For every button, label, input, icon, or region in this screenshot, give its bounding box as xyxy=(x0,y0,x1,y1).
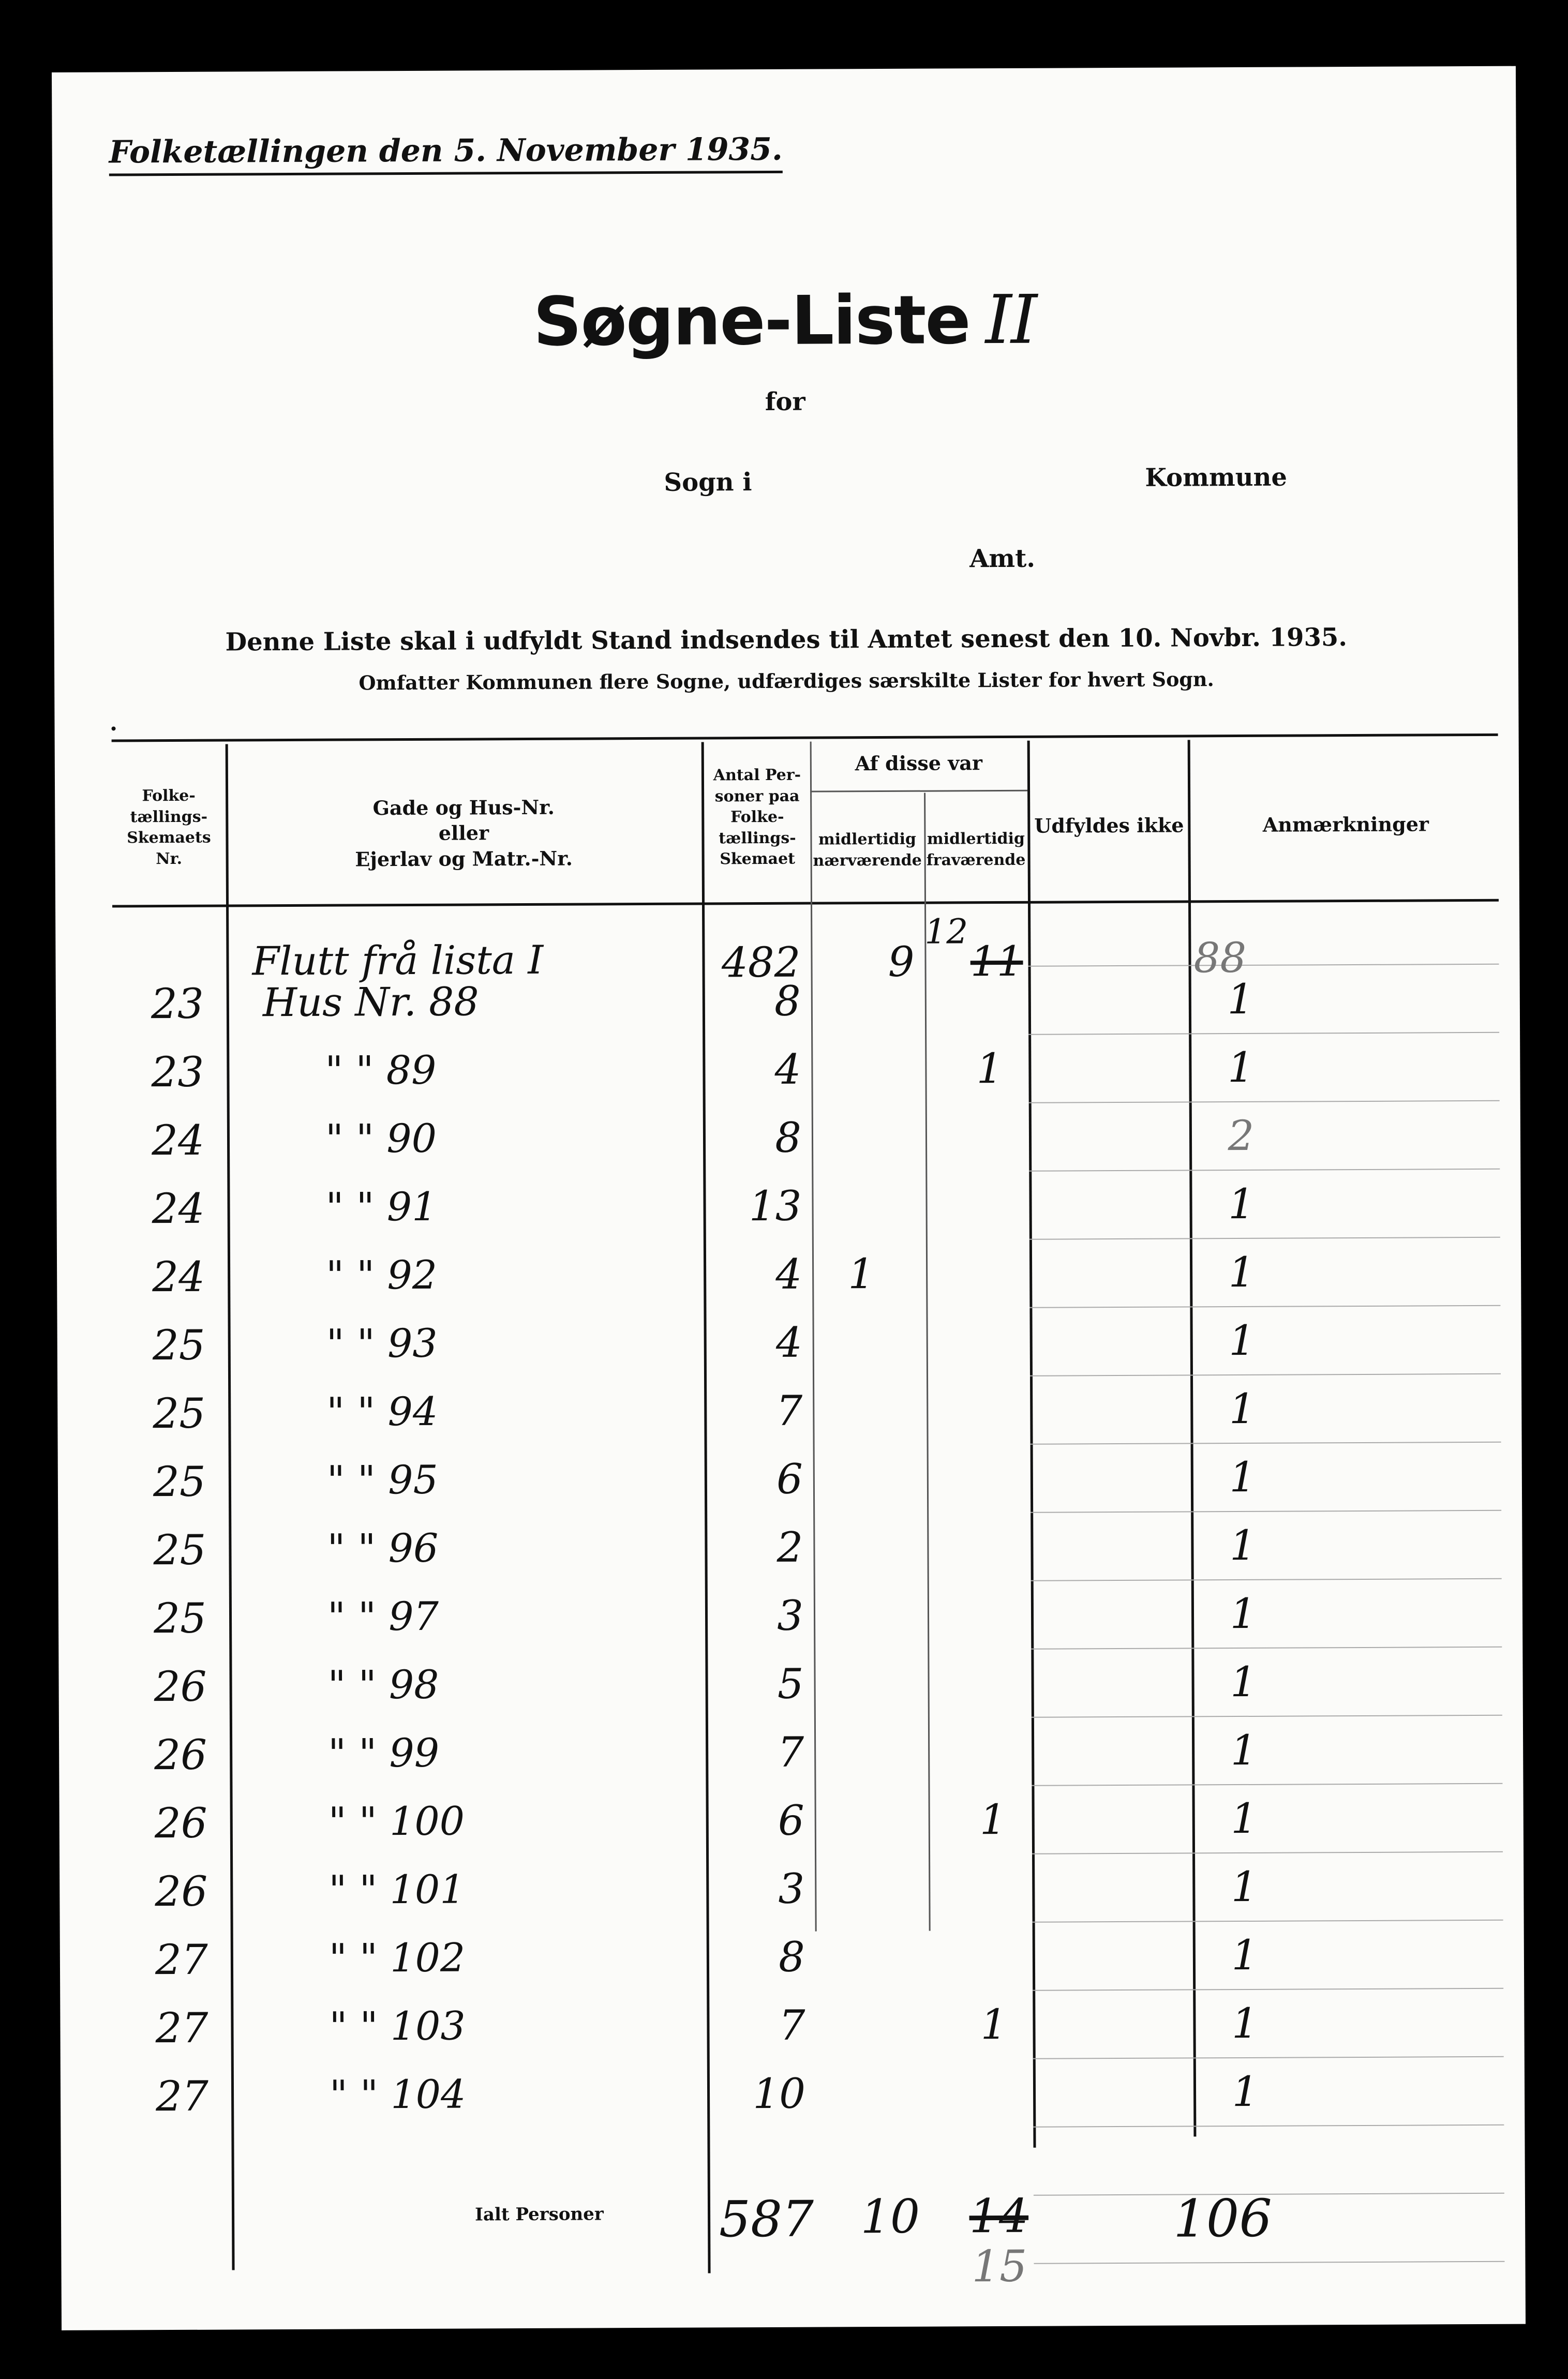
row-naervaerende xyxy=(813,1318,875,1319)
row-naervaerende xyxy=(815,1864,877,1865)
row-antal: 4 xyxy=(775,1250,802,1298)
row-udfyldes: 1 xyxy=(1229,1316,1256,1365)
row-nr: 25 xyxy=(153,1457,206,1506)
deadline-note: Denne Liste skal i udfyldt Stand indsendes til Amtet senest den 10. Novbr. 1935. xyxy=(225,623,1348,657)
carry-fravaerende: 11 xyxy=(970,937,1023,986)
row-udfyldes: 1 xyxy=(1229,1453,1256,1502)
row-address: Hus Nr. 88 xyxy=(262,978,479,1026)
column-header-antal: Antal Per- soner paa Folke- tællings- Skemaet xyxy=(713,766,801,869)
row-naervaerende xyxy=(812,1181,874,1182)
row-antal: 5 xyxy=(777,1659,804,1708)
totals-fravaerende-correction: 15 xyxy=(972,2240,1027,2292)
row-antal: 7 xyxy=(776,1386,803,1435)
row-fravaerende: 1 xyxy=(979,1795,1006,1844)
form-title-number: II xyxy=(985,280,1037,360)
row-rule xyxy=(1028,1032,1499,1035)
row-nr: 24 xyxy=(152,1252,205,1301)
row-address: " " 92 xyxy=(325,1251,438,1298)
row-nr: 25 xyxy=(153,1389,206,1438)
column-header-fravaerende: midlertidig fraværende xyxy=(926,829,1026,870)
column-header-nr: Folke- tællings- Skemaets Nr. xyxy=(127,786,211,868)
row-address: " " 99 xyxy=(327,1729,440,1776)
row-naervaerende xyxy=(814,1659,876,1660)
row-antal: 7 xyxy=(778,1728,804,1776)
row-rule xyxy=(1029,1169,1500,1172)
row-address: " " 102 xyxy=(328,1934,466,1981)
totals-label: Ialt Personer xyxy=(474,2204,604,2225)
row-antal: 6 xyxy=(776,1455,803,1503)
row-rule xyxy=(1033,2056,1504,2059)
row-address: " " 90 xyxy=(325,1115,437,1162)
for-label: for xyxy=(765,387,805,416)
row-rule xyxy=(1031,1578,1502,1581)
row-rule xyxy=(1031,1510,1501,1513)
row-antal: 4 xyxy=(774,1045,801,1094)
row-antal: 3 xyxy=(778,1864,805,1913)
row-address: " " 96 xyxy=(327,1524,439,1572)
row-antal: 8 xyxy=(774,977,801,1025)
row-udfyldes: 1 xyxy=(1227,975,1254,1024)
row-nr: 26 xyxy=(154,1799,207,1848)
row-udfyldes: 1 xyxy=(1228,1179,1255,1229)
row-naervaerende xyxy=(815,1796,877,1797)
row-antal: 10 xyxy=(753,2069,806,2118)
carry-fravaerende-correction: 12 xyxy=(924,911,968,952)
row-rule xyxy=(1033,1920,1503,1923)
census-form-sheet xyxy=(52,66,1526,2330)
row-nr: 23 xyxy=(151,979,204,1028)
column-divider-nr xyxy=(226,744,235,2270)
row-address: " " 91 xyxy=(325,1183,437,1230)
row-udfyldes: 1 xyxy=(1230,1589,1257,1638)
row-antal: 8 xyxy=(778,1933,805,1981)
form-title-main: Søgne-Liste xyxy=(533,280,970,361)
row-rule xyxy=(1033,1988,1503,1991)
row-naervaerende xyxy=(816,2069,878,2070)
row-rule xyxy=(1029,1305,1500,1308)
row-nr: 26 xyxy=(154,1730,207,1779)
row-rule xyxy=(1029,1237,1500,1240)
row-antal: 4 xyxy=(775,1318,802,1367)
column-header-anmaerkninger: Anmærkninger xyxy=(1262,812,1429,836)
row-rule xyxy=(1034,2261,1504,2264)
row-antal: 13 xyxy=(749,1181,802,1231)
row-rule xyxy=(1029,1100,1500,1103)
row-antal: 7 xyxy=(779,2001,805,2049)
row-udfyldes: 1 xyxy=(1227,1043,1255,1092)
parish-note: Omfatter Kommunen flere Sogne, udfærdiges særskilte Lister for hvert Sogn. xyxy=(359,667,1214,695)
row-nr: 26 xyxy=(155,1867,208,1916)
row-naervaerende xyxy=(812,1113,874,1114)
row-rule xyxy=(1031,1442,1501,1445)
row-rule xyxy=(1032,1783,1502,1786)
row-antal: 3 xyxy=(776,1591,804,1640)
row-udfyldes: 1 xyxy=(1229,1384,1256,1433)
column-header-udfyldes-ikke: Udfyldes ikke xyxy=(1034,813,1184,837)
kommune-label: Kommune xyxy=(1145,462,1288,492)
row-address: " " 104 xyxy=(329,2071,466,2118)
row-udfyldes: 1 xyxy=(1231,1794,1258,1843)
row-address: " " 101 xyxy=(328,1866,465,1913)
row-naervaerende: 1 xyxy=(848,1250,875,1298)
row-nr: 27 xyxy=(155,2003,208,2053)
row-udfyldes: 2 xyxy=(1228,1111,1255,1160)
row-nr: 24 xyxy=(152,1184,205,1233)
row-antal: 8 xyxy=(774,1113,802,1162)
bullet-mark xyxy=(112,726,116,730)
row-nr: 25 xyxy=(153,1525,206,1575)
row-nr: 24 xyxy=(151,1116,205,1165)
totals-naervaerende: 10 xyxy=(860,2189,920,2245)
af-disse-var-rule xyxy=(810,790,1027,792)
totals-fravaerende: 14 xyxy=(969,2189,1029,2244)
row-fravaerende: 1 xyxy=(976,1044,1003,1093)
row-fravaerende xyxy=(927,1522,1005,1523)
row-udfyldes: 1 xyxy=(1231,1999,1259,2048)
row-nr: 27 xyxy=(155,1935,208,1984)
row-address: " " 93 xyxy=(326,1320,438,1367)
row-antal: 2 xyxy=(776,1523,803,1572)
row-udfyldes: 1 xyxy=(1229,1521,1257,1570)
carry-naervaerende: 9 xyxy=(888,937,915,986)
row-rule xyxy=(1032,1851,1503,1854)
row-antal: 6 xyxy=(778,1796,804,1845)
row-udfyldes: 1 xyxy=(1228,1248,1255,1297)
column-divider-antal xyxy=(810,742,817,1932)
table-header-rule xyxy=(112,899,1499,908)
census-date-header: Folketællingen den 5. November 1935. xyxy=(109,131,783,176)
row-address: " " 100 xyxy=(328,1798,465,1845)
row-address: " " 97 xyxy=(327,1593,439,1640)
row-udfyldes: 1 xyxy=(1231,1862,1258,1911)
row-rule xyxy=(1032,1715,1502,1718)
totals-antal: 587 xyxy=(719,2190,814,2249)
sogn-label: Sogn i xyxy=(664,468,752,497)
row-address: " " 98 xyxy=(327,1661,439,1708)
row-nr: 25 xyxy=(152,1321,205,1370)
row-udfyldes: 1 xyxy=(1232,2067,1259,2116)
row-fravaerende xyxy=(927,1454,1005,1455)
row-address: " " 95 xyxy=(326,1456,439,1503)
row-nr: 25 xyxy=(153,1594,207,1643)
row-grid xyxy=(52,66,1516,72)
row-fravaerende xyxy=(926,1249,1004,1250)
row-fravaerende: 1 xyxy=(980,2000,1007,2049)
carry-udfyldes: 88 xyxy=(1193,933,1247,982)
column-header-address: Gade og Hus-Nr. eller Ejerlav og Matr.-Nr. xyxy=(355,795,573,871)
row-nr: 23 xyxy=(151,1048,204,1097)
row-rule xyxy=(1033,2124,1504,2128)
row-fravaerende xyxy=(929,1932,1007,1933)
column-header-naervaerende: midlertidig nærværende xyxy=(813,830,922,870)
carry-address: Flutt frå lista I xyxy=(252,936,544,984)
row-rule xyxy=(1031,1647,1502,1650)
row-address: " " 103 xyxy=(329,2002,466,2049)
totals-udfyldes: 106 xyxy=(1173,2188,1273,2249)
row-fravaerende xyxy=(928,1727,1006,1728)
row-rule xyxy=(1030,1373,1501,1376)
row-address: " " 94 xyxy=(326,1388,438,1435)
row-nr: 27 xyxy=(155,2072,209,2121)
row-udfyldes: 1 xyxy=(1230,1726,1257,1775)
row-nr: 26 xyxy=(154,1662,207,1711)
row-naervaerende xyxy=(813,1386,875,1387)
column-header-af-disse-var: Af disse var xyxy=(855,751,983,775)
row-udfyldes: 1 xyxy=(1230,1657,1257,1707)
row-naervaerende xyxy=(814,1591,876,1592)
table-top-rule xyxy=(112,734,1498,742)
row-address: " " 89 xyxy=(325,1046,437,1094)
amt-label: Amt. xyxy=(969,544,1036,574)
form-title xyxy=(53,278,1517,363)
row-udfyldes: 1 xyxy=(1231,1931,1258,1980)
carry-antal: 482 xyxy=(721,938,801,987)
